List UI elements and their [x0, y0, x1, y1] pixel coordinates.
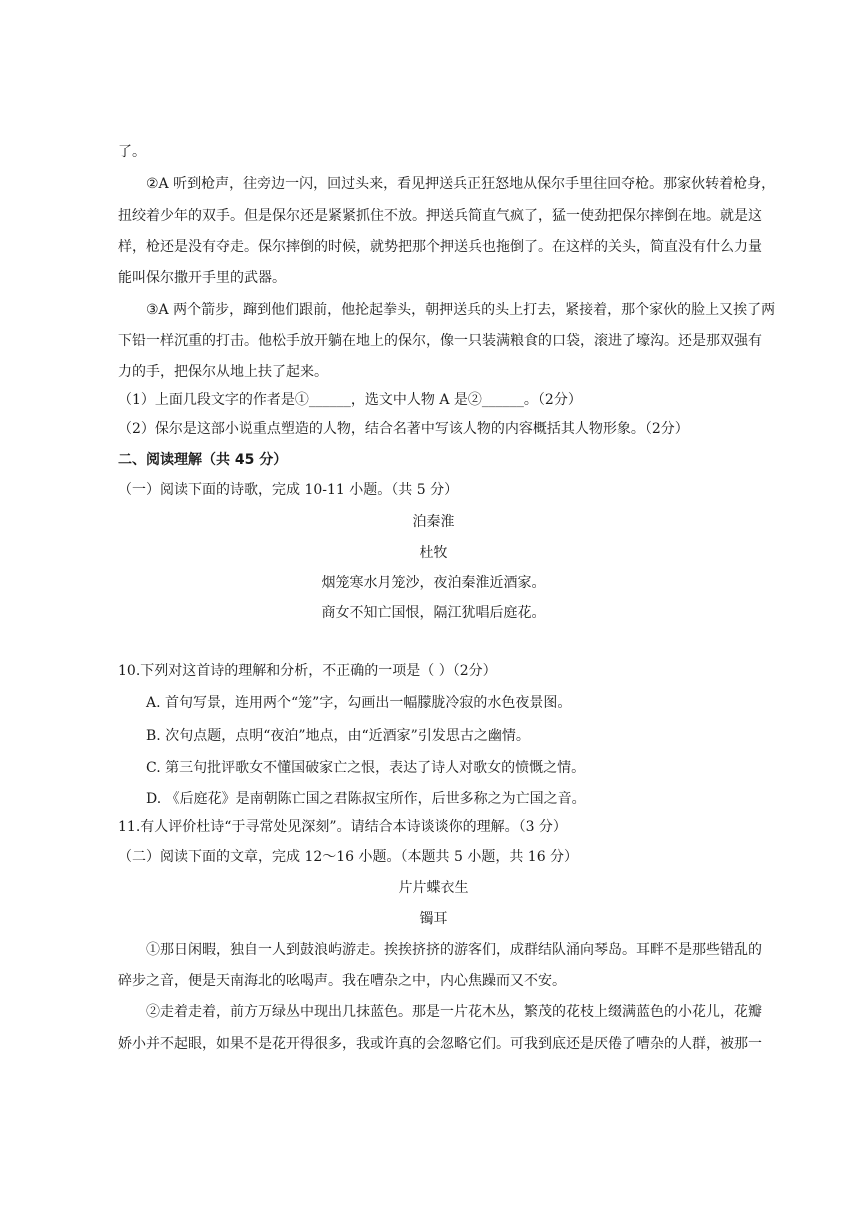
question-10-option-a: A. 首句写景，连用两个“笼”字，勾画出一幅朦胧冷寂的水色夜景图。	[146, 695, 572, 711]
paragraph-2-line: 样，枪还是没有夺走。保尔摔倒的时候，就势把那个押送兵也拖倒了。在这样的关头，简直没有什么力量	[118, 239, 762, 255]
poem-line: 烟笼寒水月笼沙，夜泊秦淮近酒家。	[321, 575, 546, 591]
question-10-option-c: C. 第三句批评歌女不懂国破家亡之恨，表达了诗人对歌女的愤慨之情。	[146, 760, 586, 776]
question-11: 11.有人评价杜诗“于寻常处见深刻”。请结合本诗谈谈你的理解。（3 分）	[118, 819, 567, 835]
question-10-stem: 10.下列对这首诗的理解和分析，不正确的一项是（ ）（2分）	[118, 663, 497, 679]
paragraph-3-line: ③A 两个箭步，蹿到他们跟前，他抡起拳头，朝押送兵的头上打去，紧接着，那个家伙的脸上又挨了两	[146, 302, 776, 318]
part-2-intro: （二）阅读下面的文章，完成 12～16 小题。（本题共 5 小题，共 16 分）	[118, 849, 579, 865]
question-1: （1）上面几段文字的作者是①______，选文中人物 A 是②______。（2分）	[118, 392, 582, 408]
paragraph-2-line: ②A 听到枪声，往旁边一闪，回过头来，看见押送兵正狂怒地从保尔手里往回夺枪。那家伙转着枪身，	[146, 176, 776, 192]
essay-title: 片片蝶衣生	[398, 880, 469, 896]
question-10-option-b: B. 次句点题，点明“夜泊”地点，由“近酒家”引发思古之幽情。	[146, 728, 530, 744]
essay-paragraph-2-line: ②走着走着，前方万绿丛中现出几抹蓝色。那是一片花木丛，繁茂的花枝上缀满蓝色的小花儿，花瓣	[146, 1004, 762, 1020]
part-1-intro: （一）阅读下面的诗歌，完成 10-11 小题。（共 5 分）	[118, 482, 459, 498]
paragraph-3-line: 力的手，把保尔从地上扶了起来。	[118, 364, 328, 380]
section-heading: 二、阅读理解（共 45 分）	[118, 452, 288, 468]
poem-line: 商女不知亡国恨，隔江犹唱后庭花。	[321, 605, 546, 621]
poem-title: 泊秦淮	[412, 514, 455, 530]
essay-paragraph-1-line: 碎步之音，便是天南海北的吆喝声。我在嘈杂之中，内心焦躁而又不安。	[118, 973, 566, 989]
question-10-option-d: D. 《后庭花》是南朝陈亡国之君陈叔宝所作，后世多称之为亡国之音。	[146, 791, 586, 807]
essay-paragraph-1-line: ①那日闲暇，独自一人到鼓浪屿游走。挨挨挤挤的游客们，成群结队涌向琴岛。耳畔不是那些错乱的	[146, 942, 762, 958]
paragraph-3-line: 下铅一样沉重的打击。他松手放开躺在地上的保尔，像一只装满粮食的口袋，滚进了壕沟。还是那双强有	[118, 333, 762, 349]
essay-paragraph-2-line: 娇小并不起眼，如果不是花开得很多，我或许真的会忽略它们。可我到底还是厌倦了嘈杂的人群，被那一	[118, 1036, 762, 1052]
paragraph-2-line: 能叫保尔撒开手里的武器。	[118, 270, 286, 286]
essay-author: 镯耳	[419, 911, 448, 927]
question-2: （2）保尔是这部小说重点塑造的人物，结合名著中写该人物的内容概括其人物形象。（2分）	[118, 421, 689, 437]
paragraph-line: 了。	[118, 144, 146, 160]
poem-author: 杜牧	[419, 545, 448, 561]
paragraph-2-line: 扭绞着少年的双手。但是保尔还是紧紧抓住不放。押送兵简直气疯了，猛一使劲把保尔摔倒在地。就是这	[118, 208, 762, 224]
